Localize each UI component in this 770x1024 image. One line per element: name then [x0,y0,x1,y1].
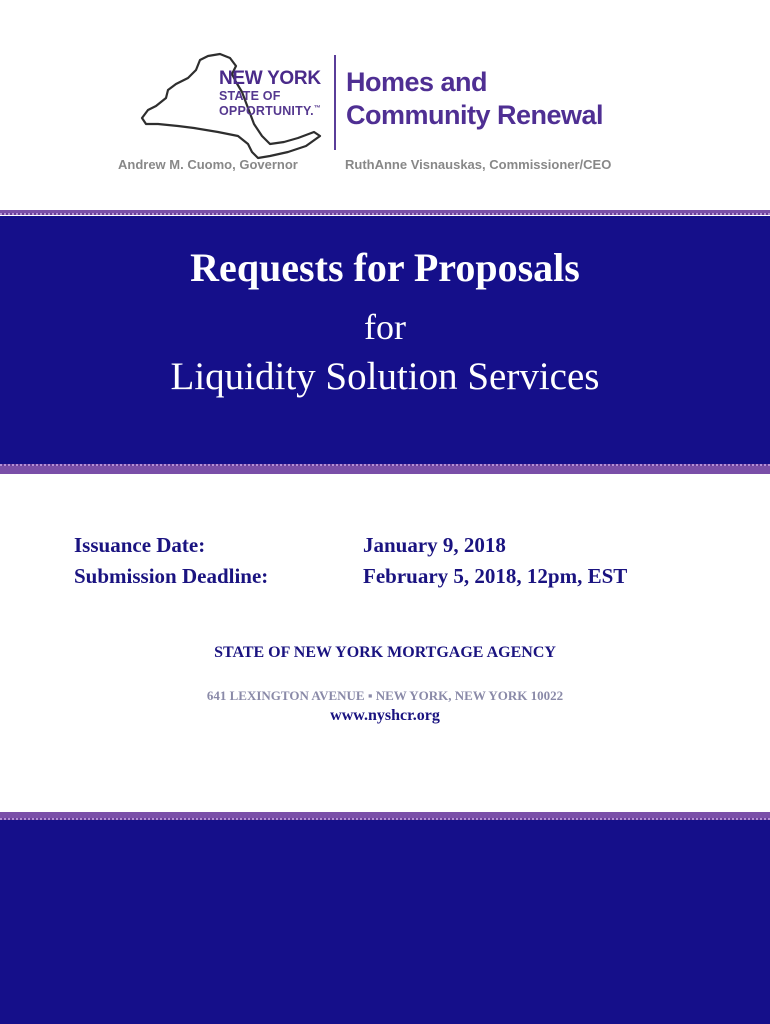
ny-sub-line-1: STATE OF [219,89,281,103]
hcr-wordmark [346,66,603,132]
issuance-date-label: Issuance Date: [74,533,206,557]
document-subject: Liquidity Solution Services [170,355,600,398]
agency-name: STATE OF NEW YORK MORTGAGE AGENCY [214,644,556,661]
hcr-line-2: Community Renewal [346,100,604,130]
ny-state-wordmark [219,69,321,117]
agency-address: 641 LEXINGTON AVENUE ▪ NEW YORK, NEW YORK 10022 [206,688,564,703]
submission-deadline-value: February 5, 2018, 12pm, EST [363,564,628,588]
top-band-upper-dotted-rule [0,213,770,215]
commissioner-name: RuthAnne Visnauskas, Commissioner/CEO [345,157,612,172]
agency-website: www.nyshcr.org [330,707,440,724]
title-connector: for [364,307,406,347]
submission-deadline-label: Submission Deadline: [74,564,269,588]
governor-name: Andrew M. Cuomo, Governor [118,157,298,172]
trademark-mark: ™ [313,104,321,112]
logo-divider [334,55,336,150]
header-logo [0,0,770,200]
ny-title: NEW YORK [219,68,321,89]
ny-sub-line-2: OPPORTUNITY.™ [219,103,321,118]
document-title: Requests for Proposals [190,245,580,290]
issuance-date-value: January 9, 2018 [363,533,506,557]
bottom-band [0,820,770,1024]
hcr-line-1: Homes and [346,67,488,97]
top-band-lower-stripe [0,466,770,474]
date-values [363,530,627,592]
date-labels [74,530,268,592]
